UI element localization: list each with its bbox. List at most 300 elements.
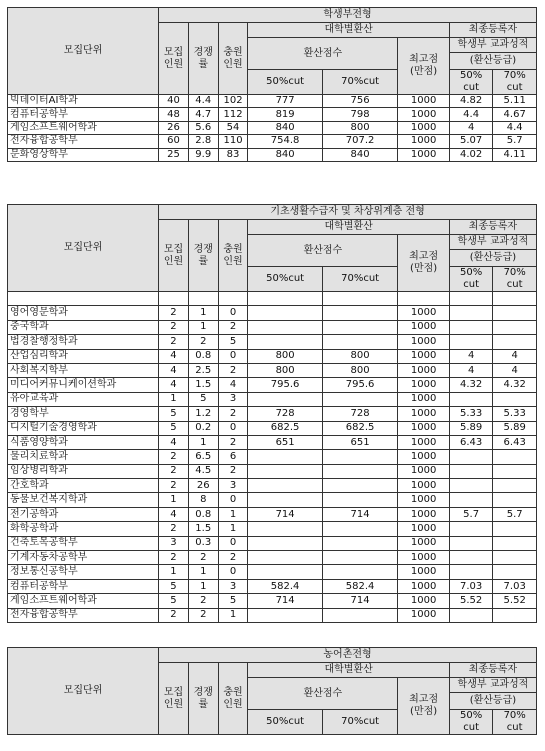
- max-header-line: 최고점: [409, 694, 439, 705]
- value-cell: 1000: [398, 479, 450, 493]
- value-cell: 60: [159, 135, 189, 148]
- value-cell: 707.2: [322, 135, 398, 148]
- value-cell: 1000: [398, 392, 450, 406]
- value-cell: [493, 392, 537, 406]
- dept-cell: 영어영문학과: [8, 306, 159, 320]
- value-cell: [322, 306, 398, 320]
- value-cell: 0: [218, 306, 248, 320]
- value-cell: 1: [218, 608, 248, 622]
- univ-conv-header: 대학별환산: [248, 663, 449, 678]
- value-cell: 48: [159, 108, 189, 121]
- value-cell: [449, 335, 493, 349]
- dept-cell: 건축토목공학부: [8, 536, 159, 550]
- value-cell: 1000: [398, 363, 450, 377]
- value-cell: 4.4: [188, 95, 218, 108]
- table-title: 학생부전형: [159, 8, 537, 23]
- value-cell: 4: [159, 507, 189, 521]
- value-cell: 1000: [398, 464, 450, 478]
- value-cell: 6.43: [449, 435, 493, 449]
- grade50-header-line: cut: [463, 82, 479, 93]
- grade50-header: [449, 70, 493, 95]
- blank-cell: [449, 292, 493, 306]
- value-cell: 110: [218, 135, 248, 148]
- table-row: [8, 378, 537, 392]
- dept-cell: 중국학과: [8, 320, 159, 334]
- value-cell: 777: [248, 95, 322, 108]
- extra-header: [218, 220, 248, 292]
- value-cell: [248, 335, 322, 349]
- quota-header-line: 인원: [163, 58, 184, 70]
- value-cell: 2: [159, 522, 189, 536]
- value-cell: 0: [218, 421, 248, 435]
- value-cell: [248, 392, 322, 406]
- value-cell: 1000: [398, 421, 450, 435]
- value-cell: 102: [218, 95, 248, 108]
- ratio-header-line: 률: [198, 698, 209, 710]
- table-row: [8, 594, 537, 608]
- value-cell: 682.5: [322, 421, 398, 435]
- extra-header-line: 충원: [223, 243, 243, 255]
- value-cell: [449, 493, 493, 507]
- value-cell: 1000: [398, 536, 450, 550]
- value-cell: [449, 551, 493, 565]
- value-cell: 1000: [398, 594, 450, 608]
- value-cell: 1000: [398, 108, 450, 121]
- value-cell: 2: [188, 594, 218, 608]
- extra-header-line: 충원: [223, 46, 243, 58]
- table-row: [8, 565, 537, 579]
- value-cell: 2: [218, 363, 248, 377]
- grade70-header-line: 70%: [503, 267, 526, 278]
- value-cell: [322, 450, 398, 464]
- blank-cell: [493, 292, 537, 306]
- value-cell: 5: [159, 579, 189, 593]
- value-cell: 5: [159, 407, 189, 421]
- value-cell: 1000: [398, 320, 450, 334]
- table-row: [8, 363, 537, 377]
- extra-header-line: 인원: [223, 698, 243, 710]
- value-cell: [322, 335, 398, 349]
- value-cell: 4.67: [493, 108, 537, 121]
- value-cell: 2: [159, 450, 189, 464]
- value-cell: 1: [159, 392, 189, 406]
- value-cell: 1000: [398, 306, 450, 320]
- max-header-line: 최고점: [409, 251, 439, 262]
- dept-cell: 전자융합공학부: [8, 608, 159, 622]
- value-cell: 3: [218, 479, 248, 493]
- value-cell: [322, 536, 398, 550]
- value-cell: [449, 464, 493, 478]
- table-row: [8, 507, 537, 521]
- dept-cell: 간호학과: [8, 479, 159, 493]
- value-cell: 756: [322, 95, 398, 108]
- table-row: [8, 536, 537, 550]
- dept-cell: 임상병리학과: [8, 464, 159, 478]
- value-cell: 714: [248, 594, 322, 608]
- value-cell: 5.89: [449, 421, 493, 435]
- table-title: 농어촌전형: [159, 648, 537, 663]
- value-cell: 1: [188, 306, 218, 320]
- admission-table-1: [7, 7, 537, 162]
- value-cell: 2: [218, 464, 248, 478]
- value-cell: 800: [322, 349, 398, 363]
- value-cell: [322, 464, 398, 478]
- grade50-header-line: 50%: [460, 70, 483, 81]
- table-row: [8, 335, 537, 349]
- max-header-line: (만점): [410, 66, 438, 77]
- value-cell: 5.7: [449, 507, 493, 521]
- value-cell: [493, 320, 537, 334]
- quota-header-line: 인원: [163, 255, 184, 267]
- quota-header-line: 모집: [163, 46, 184, 58]
- value-cell: 1: [159, 493, 189, 507]
- value-cell: 5.52: [493, 594, 537, 608]
- value-cell: 6.43: [493, 435, 537, 449]
- table-row: [8, 493, 537, 507]
- value-cell: 1000: [398, 435, 450, 449]
- value-cell: 1000: [398, 608, 450, 622]
- table-row: [8, 435, 537, 449]
- conv-score-header: 환산점수: [248, 38, 398, 70]
- value-cell: 819: [248, 108, 322, 121]
- value-cell: 2: [159, 464, 189, 478]
- extra-header: [218, 23, 248, 95]
- value-cell: 2.8: [188, 135, 218, 148]
- value-cell: 0: [218, 493, 248, 507]
- univ-conv-header: 대학별환산: [248, 220, 449, 235]
- ratio-header-line: 경쟁: [193, 686, 213, 698]
- table-row: [8, 479, 537, 493]
- value-cell: 5: [159, 594, 189, 608]
- blank-cell: [159, 292, 189, 306]
- value-cell: 682.5: [248, 421, 322, 435]
- value-cell: 7.03: [493, 579, 537, 593]
- max-header-line: (만점): [410, 263, 438, 274]
- value-cell: 651: [322, 435, 398, 449]
- max-header: [398, 235, 450, 292]
- value-cell: 40: [159, 95, 189, 108]
- value-cell: 6: [218, 450, 248, 464]
- quota-header: [159, 23, 189, 95]
- value-cell: 1000: [398, 579, 450, 593]
- value-cell: 0.3: [188, 536, 218, 550]
- value-cell: 2: [159, 551, 189, 565]
- value-cell: 5.6: [188, 121, 218, 134]
- cut70-header: 70%cut: [322, 710, 398, 735]
- value-cell: 1000: [398, 493, 450, 507]
- value-cell: 714: [322, 507, 398, 521]
- quota-header: [159, 220, 189, 292]
- value-cell: [248, 608, 322, 622]
- header-row: [8, 8, 537, 23]
- value-cell: 2: [188, 551, 218, 565]
- table-row: [8, 320, 537, 334]
- value-cell: [493, 335, 537, 349]
- value-cell: 2: [218, 320, 248, 334]
- table-row: [8, 135, 537, 148]
- value-cell: 0.8: [188, 349, 218, 363]
- value-cell: [449, 522, 493, 536]
- value-cell: 4: [449, 349, 493, 363]
- value-cell: 714: [248, 507, 322, 521]
- extra-header-line: 충원: [223, 686, 243, 698]
- quota-header-line: 모집: [163, 243, 184, 255]
- value-cell: 1000: [398, 565, 450, 579]
- value-cell: 4: [449, 121, 493, 134]
- value-cell: 4: [159, 435, 189, 449]
- value-cell: [493, 536, 537, 550]
- value-cell: 0: [218, 565, 248, 579]
- grade70-header-line: 70%: [503, 70, 526, 81]
- grade50-header: [449, 710, 493, 735]
- value-cell: 1.5: [188, 522, 218, 536]
- value-cell: 2: [218, 435, 248, 449]
- dept-cell: 전자융합공학부: [8, 135, 159, 148]
- final-sub2-header: (환산등급): [449, 53, 536, 70]
- ratio-header-line: 경쟁: [193, 46, 213, 58]
- grade50-header-line: 50%: [460, 267, 483, 278]
- value-cell: 1: [188, 579, 218, 593]
- grade70-header-line: cut: [506, 722, 523, 733]
- ratio-header: [188, 663, 218, 735]
- max-header-line: 최고점: [409, 54, 439, 65]
- value-cell: 714: [322, 594, 398, 608]
- value-cell: 800: [322, 121, 398, 134]
- value-cell: 2: [159, 479, 189, 493]
- dept-cell: 화학공학과: [8, 522, 159, 536]
- dept-cell: 컴퓨터공학부: [8, 108, 159, 121]
- value-cell: [449, 479, 493, 493]
- value-cell: [248, 306, 322, 320]
- value-cell: 4.82: [449, 95, 493, 108]
- value-cell: 5: [159, 421, 189, 435]
- blank-cell: [8, 292, 159, 306]
- quota-header: [159, 663, 189, 735]
- value-cell: 5.07: [449, 135, 493, 148]
- table-row: [8, 108, 537, 121]
- blank-cell: [398, 292, 450, 306]
- header-row: [8, 205, 537, 220]
- value-cell: 754.8: [248, 135, 322, 148]
- value-cell: 5: [188, 392, 218, 406]
- grade70-header: [493, 267, 537, 292]
- value-cell: 26: [159, 121, 189, 134]
- value-cell: 1000: [398, 349, 450, 363]
- value-cell: 840: [322, 148, 398, 161]
- dept-cell: 미디어커뮤니케이션학과: [8, 378, 159, 392]
- dept-cell: 기계자동차공학부: [8, 551, 159, 565]
- value-cell: [322, 522, 398, 536]
- value-cell: 5.11: [493, 95, 537, 108]
- value-cell: [493, 522, 537, 536]
- blank-cell: [218, 292, 248, 306]
- value-cell: 1: [188, 320, 218, 334]
- unit-header: 모집단위: [8, 205, 159, 292]
- admission-table-3: [7, 647, 537, 735]
- admission-table-2: [7, 204, 537, 623]
- value-cell: 1: [188, 565, 218, 579]
- table-row: [8, 392, 537, 406]
- table-row: [8, 121, 537, 134]
- dept-cell: 전기공학과: [8, 507, 159, 521]
- value-cell: [322, 479, 398, 493]
- value-cell: 0.8: [188, 507, 218, 521]
- dept-cell: 게임소프트웨어학과: [8, 121, 159, 134]
- grade70-header-line: cut: [506, 82, 523, 93]
- value-cell: [493, 450, 537, 464]
- value-cell: 798: [322, 108, 398, 121]
- value-cell: 5.33: [449, 407, 493, 421]
- dept-cell: 정보통신공학부: [8, 565, 159, 579]
- value-cell: 4: [159, 349, 189, 363]
- value-cell: 2: [159, 306, 189, 320]
- value-cell: 1000: [398, 407, 450, 421]
- value-cell: 7.03: [449, 579, 493, 593]
- value-cell: 2: [159, 608, 189, 622]
- grade70-header: [493, 710, 537, 735]
- cut70-header: 70%cut: [322, 70, 398, 95]
- max-header-line: (만점): [410, 706, 438, 717]
- blank-cell: [248, 292, 322, 306]
- dept-cell: 경영학부: [8, 407, 159, 421]
- value-cell: [493, 464, 537, 478]
- value-cell: 83: [218, 148, 248, 161]
- value-cell: 26: [188, 479, 218, 493]
- value-cell: [322, 565, 398, 579]
- final-sub2-header: (환산등급): [449, 250, 536, 267]
- value-cell: 1: [218, 507, 248, 521]
- value-cell: 5.89: [493, 421, 537, 435]
- value-cell: [322, 493, 398, 507]
- value-cell: 840: [248, 121, 322, 134]
- ratio-header: [188, 23, 218, 95]
- value-cell: 1000: [398, 95, 450, 108]
- dept-cell: 동물보건복지학과: [8, 493, 159, 507]
- extra-header-line: 인원: [223, 255, 243, 267]
- value-cell: 800: [248, 349, 322, 363]
- value-cell: 1000: [398, 335, 450, 349]
- table-row: [8, 450, 537, 464]
- value-cell: 112: [218, 108, 248, 121]
- table-row: [8, 407, 537, 421]
- value-cell: 1.5: [188, 378, 218, 392]
- value-cell: [248, 536, 322, 550]
- table-row: [8, 421, 537, 435]
- value-cell: 795.6: [322, 378, 398, 392]
- value-cell: [322, 320, 398, 334]
- value-cell: 4.4: [449, 108, 493, 121]
- quota-header-line: 인원: [163, 698, 184, 710]
- value-cell: 800: [322, 363, 398, 377]
- value-cell: 728: [322, 407, 398, 421]
- value-cell: [493, 306, 537, 320]
- dept-cell: 법경찰행정학과: [8, 335, 159, 349]
- table-title: 기초생활수급자 및 차상위계층 전형: [159, 205, 537, 220]
- value-cell: 25: [159, 148, 189, 161]
- ratio-header-line: 률: [198, 255, 209, 267]
- value-cell: 5.52: [449, 594, 493, 608]
- value-cell: [449, 306, 493, 320]
- value-cell: [248, 464, 322, 478]
- value-cell: [493, 565, 537, 579]
- table-row: [8, 464, 537, 478]
- value-cell: 2: [218, 407, 248, 421]
- dept-cell: 물리치료학과: [8, 450, 159, 464]
- value-cell: 5.7: [493, 507, 537, 521]
- extra-header-line: 인원: [223, 58, 243, 70]
- extra-header: [218, 663, 248, 735]
- value-cell: [322, 608, 398, 622]
- value-cell: [322, 392, 398, 406]
- value-cell: 3: [218, 392, 248, 406]
- ratio-header-line: 경쟁: [193, 243, 213, 255]
- value-cell: 1000: [398, 522, 450, 536]
- value-cell: [248, 565, 322, 579]
- grade50-header: [449, 267, 493, 292]
- table-row: [8, 608, 537, 622]
- conv-score-header: 환산점수: [248, 678, 398, 710]
- value-cell: 2: [159, 335, 189, 349]
- value-cell: [248, 551, 322, 565]
- value-cell: 2: [218, 551, 248, 565]
- grade50-header-line: cut: [463, 722, 479, 733]
- final-header: 최종등록자: [449, 220, 536, 235]
- unit-header: 모집단위: [8, 648, 159, 735]
- dept-cell: 디지털기술경영학과: [8, 421, 159, 435]
- value-cell: 1000: [398, 135, 450, 148]
- value-cell: [248, 493, 322, 507]
- dept-cell: 식품영양학과: [8, 435, 159, 449]
- value-cell: 1000: [398, 121, 450, 134]
- cut50-header: 50%cut: [248, 710, 322, 735]
- cut70-header: 70%cut: [322, 267, 398, 292]
- value-cell: 4.11: [493, 148, 537, 161]
- blank-cell: [188, 292, 218, 306]
- conv-score-header: 환산점수: [248, 235, 398, 267]
- value-cell: 4.32: [449, 378, 493, 392]
- value-cell: 1: [159, 565, 189, 579]
- final-header: 최종등록자: [449, 663, 536, 678]
- value-cell: [493, 479, 537, 493]
- value-cell: 4.4: [493, 121, 537, 134]
- dept-cell: 빅데이터AI학과: [8, 95, 159, 108]
- value-cell: [248, 522, 322, 536]
- value-cell: 54: [218, 121, 248, 134]
- value-cell: 2: [188, 608, 218, 622]
- value-cell: 800: [248, 363, 322, 377]
- value-cell: 4: [159, 363, 189, 377]
- value-cell: 4: [218, 378, 248, 392]
- ratio-header: [188, 220, 218, 292]
- header-row: [8, 648, 537, 663]
- value-cell: 5: [218, 594, 248, 608]
- value-cell: 1: [218, 522, 248, 536]
- grade50-header-line: cut: [463, 279, 479, 290]
- table-row: [8, 522, 537, 536]
- blank-row: [8, 292, 537, 306]
- blank-cell: [322, 292, 398, 306]
- final-header: 최종등록자: [449, 23, 536, 38]
- value-cell: 582.4: [322, 579, 398, 593]
- value-cell: [449, 608, 493, 622]
- value-cell: 0: [218, 349, 248, 363]
- value-cell: 2: [188, 335, 218, 349]
- value-cell: [449, 450, 493, 464]
- value-cell: 5.7: [493, 135, 537, 148]
- univ-conv-header: 대학별환산: [248, 23, 449, 38]
- value-cell: 5: [218, 335, 248, 349]
- final-sub-header: 학생부 교과성적: [449, 235, 536, 250]
